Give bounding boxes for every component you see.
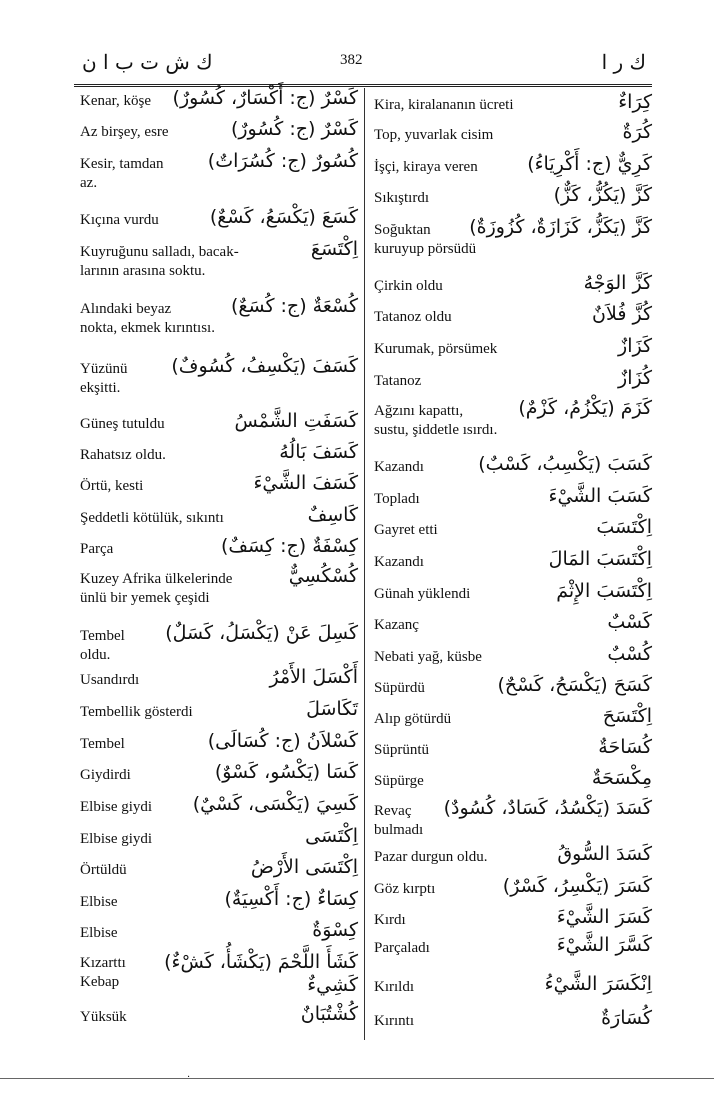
arabic-headword: كَسَّرَ الشَّيْءَ xyxy=(556,934,652,956)
scan-speck: · xyxy=(187,1072,191,1083)
turkish-definition: Kuzey Afrika ülkelerinde ünlü bir yemek çeşidi xyxy=(80,571,233,606)
arabic-headword: اِكْتَسَى الأَرْضُ xyxy=(250,856,358,878)
turkish-definition: Kırıntı xyxy=(374,1013,414,1029)
turkish-definition: Ağzını kapattı, sustu, şiddetle ısırdı. xyxy=(374,403,498,438)
turkish-definition: Elbise xyxy=(80,894,118,910)
arabic-headword: اِكْتَسَبَ xyxy=(596,516,652,538)
turkish-definition: Kırdı xyxy=(374,912,406,928)
turkish-definition: Süpürge xyxy=(374,773,424,789)
turkish-definition: Kırıldı xyxy=(374,979,414,995)
arabic-headword: كَسَبَ (يَكْسِبُ، كَسْبٌ) xyxy=(478,453,652,475)
arabic-headword: اِكْتَسَحَ xyxy=(602,705,652,727)
turkish-definition: Alıp götürdü xyxy=(374,711,452,727)
turkish-definition: Yüksük xyxy=(80,1009,127,1025)
arabic-headword: كَسْرٌ (ج: كُسُورٌ) xyxy=(230,118,358,140)
page-header xyxy=(0,46,714,76)
turkish-definition: Kurumak, pörsümek xyxy=(374,341,498,357)
arabic-headword: كَسَبَ الشَّيْءَ xyxy=(548,485,652,507)
arabic-headword: اِكْتَسَعَ xyxy=(310,238,358,260)
arabic-headword: كُزَازٌ xyxy=(618,367,652,389)
column-divider xyxy=(364,88,365,1040)
arabic-headword: كُزَّ فُلاَنٌ xyxy=(592,303,652,325)
turkish-definition: Kazanç xyxy=(374,617,419,633)
arabic-headword: كَسْبٌ xyxy=(607,611,652,633)
arabic-headword: كَسَفَ (يَكْسِفُ، كُسُوفٌ) xyxy=(171,355,358,377)
arabic-headword: أَكْسَلَ الأَمْرُ xyxy=(269,666,358,688)
turkish-definition: Kızarttı Kebap xyxy=(80,955,126,990)
arabic-headword: كَسْرٌ (ج: أَكْسَارٌ، كُسُورٌ) xyxy=(172,87,358,109)
turkish-definition: Tembel oldu. xyxy=(80,628,125,663)
turkish-definition: Yüzünü ekşitti. xyxy=(80,361,128,396)
header-letters-right: ك ر ا xyxy=(601,50,646,74)
turkish-definition: Günah yüklendi xyxy=(374,586,471,602)
arabic-headword: كَسَفَ الشَّيْءَ xyxy=(253,472,358,494)
scan-edge-line xyxy=(0,1078,714,1079)
arabic-headword: كُسُورٌ (ج: كُسُرَاتٌ) xyxy=(207,150,358,172)
arabic-headword: كَرِيٌّ (ج: أَكْرِيَاءُ) xyxy=(527,153,652,175)
arabic-headword: كَسِيَ (يَكْسَى، كَسْيٌ) xyxy=(192,793,358,815)
turkish-definition: Az birşey, esre xyxy=(80,124,169,140)
arabic-headword: كِسْفَةٌ (ج: كِسَفٌ) xyxy=(220,535,358,557)
turkish-definition: Tembellik gösterdi xyxy=(80,704,193,720)
turkish-definition: İşçi, kiraya veren xyxy=(374,159,478,175)
arabic-headword: كَسَفَتِ الشَّمْسُ xyxy=(234,410,358,432)
turkish-definition: Süprüntü xyxy=(374,742,430,758)
arabic-headword: كَزَّ (يَكُزُّ، كَزٌّ) xyxy=(553,184,652,206)
arabic-headword: كَزَمَ (يَكْزُمُ، كَزْمٌ) xyxy=(518,397,652,419)
arabic-headword: كَسَرَ (يَكْسِرُ، كَسْرٌ) xyxy=(502,875,652,897)
turkish-definition: Süpürdü xyxy=(374,680,425,696)
turkish-definition: Nebati yağ, küsbe xyxy=(374,649,482,665)
turkish-definition: Parça xyxy=(80,541,114,557)
turkish-definition: Gayret etti xyxy=(374,522,438,538)
header-letters-left: ك ش ت ب ا ن xyxy=(82,50,213,74)
arabic-headword: كُسَارَةٌ xyxy=(601,1007,652,1029)
turkish-definition: Kenar, köşe xyxy=(80,93,152,109)
turkish-definition: Rahatsız oldu. xyxy=(80,447,166,463)
arabic-headword: اِكْتَسَبَ الإِثْمَ xyxy=(556,580,652,602)
arabic-headword: كَشَأَ اللَّحْمَ (يَكْشَأُ، كَشْءٌ) كَشِيءٌ xyxy=(164,951,358,996)
page-number: 382 xyxy=(340,52,363,68)
arabic-headword: اِكْتَسَبَ المَالَ xyxy=(548,548,652,570)
arabic-headword: كِسَاءٌ (ج: أَكْسِيَةٌ) xyxy=(224,888,358,910)
turkish-definition: Güneş tutuldu xyxy=(80,416,165,432)
turkish-definition: Soğuktan kuruyup pörsüdü xyxy=(374,222,477,257)
arabic-headword: كِسْوَةٌ xyxy=(312,919,358,941)
turkish-definition: Sıkıştırdı xyxy=(374,190,430,206)
arabic-headword: كِرَاءٌ xyxy=(618,91,652,113)
turkish-definition: Çirkin oldu xyxy=(374,278,443,294)
turkish-definition: Parçaladı xyxy=(374,940,430,956)
turkish-definition: Örtü, kesti xyxy=(80,478,144,494)
arabic-headword: كَسَدَ السُّوقُ xyxy=(557,843,652,865)
turkish-definition: Şeddetli kötülük, sıkıntı xyxy=(80,510,224,526)
arabic-headword: كَسَعَ (يَكْسَعُ، كَسْعٌ) xyxy=(209,206,358,228)
turkish-definition: Kazandı xyxy=(374,554,424,570)
turkish-definition: Alındaki beyaz nokta, ekmek kırıntısı. xyxy=(80,301,215,336)
turkish-definition: Örtüldü xyxy=(80,862,127,878)
arabic-headword: كُسَاحَةٌ xyxy=(598,736,652,758)
turkish-definition: Pazar durgun oldu. xyxy=(374,849,488,865)
arabic-headword: كَسَا (يَكْسُو، كَسْوٌ) xyxy=(214,761,358,783)
arabic-headword: كُرَةٌ xyxy=(622,121,652,143)
arabic-headword: كَسَفَ بَالُهُ xyxy=(279,441,358,463)
arabic-headword: كَزَازٌ xyxy=(618,335,652,357)
arabic-headword: كَسْلاَنُ (ج: كُسَالَى) xyxy=(207,730,358,752)
arabic-headword: كَسَرَ الشَّيْءَ xyxy=(556,906,652,928)
turkish-definition: Kazandı xyxy=(374,459,424,475)
arabic-headword: تَكَاسَلَ xyxy=(306,698,358,720)
turkish-definition: Revaç bulmadı xyxy=(374,803,424,838)
turkish-definition: Kira, kiralananın ücreti xyxy=(374,97,514,113)
turkish-definition: Kuyruğunu salladı, bacak- larının arasına soktu. xyxy=(80,244,239,279)
arabic-headword: كَسِلَ عَنْ (يَكْسَلُ، كَسَلٌ) xyxy=(165,622,358,644)
arabic-headword: كُسْكُسِيٌّ xyxy=(288,565,358,587)
turkish-definition: Giydirdi xyxy=(80,767,131,783)
arabic-headword: كُسْبٌ xyxy=(607,643,652,665)
turkish-definition: Göz kırptı xyxy=(374,881,436,897)
turkish-definition: Tatanoz xyxy=(374,373,422,389)
arabic-headword: مِكْسَحَةٌ xyxy=(591,767,652,789)
turkish-definition: Elbise giydi xyxy=(80,799,153,815)
arabic-headword: كُسْعَةٌ (ج: كُسَعٌ) xyxy=(230,295,358,317)
turkish-definition: Top, yuvarlak cisim xyxy=(374,127,494,143)
header-rule xyxy=(74,84,652,85)
turkish-definition: Tatanoz oldu xyxy=(374,309,452,325)
turkish-definition: Usandırdı xyxy=(80,672,140,688)
turkish-definition: Topladı xyxy=(374,491,420,507)
turkish-definition: Elbise xyxy=(80,925,118,941)
arabic-headword: كَسَحَ (يَكْسَحُ، كَسْحٌ) xyxy=(497,674,652,696)
turkish-definition: Elbise giydi xyxy=(80,831,153,847)
arabic-headword: كُشْتُبَانٌ xyxy=(300,1003,358,1025)
turkish-definition: Kıçına vurdu xyxy=(80,212,159,228)
arabic-headword: اِنْكَسَرَ الشَّيْءُ xyxy=(544,973,652,995)
header-rule-double xyxy=(74,86,652,87)
arabic-headword: كَزَّ (يَكَزُّ، كَزَازَةٌ، كُزُوزَةٌ) xyxy=(469,216,652,238)
arabic-headword: اِكْتَسَى xyxy=(305,825,358,847)
arabic-headword: كَزَّ الوَجْهُ xyxy=(583,272,652,294)
arabic-headword: كَسَدَ (يَكْسُدُ، كَسَادٌ، كُسُودٌ) xyxy=(443,797,652,819)
turkish-definition: Tembel xyxy=(80,736,125,752)
arabic-headword: كَاسِفٌ xyxy=(307,504,358,526)
turkish-definition: Kesir, tamdan az. xyxy=(80,156,164,191)
